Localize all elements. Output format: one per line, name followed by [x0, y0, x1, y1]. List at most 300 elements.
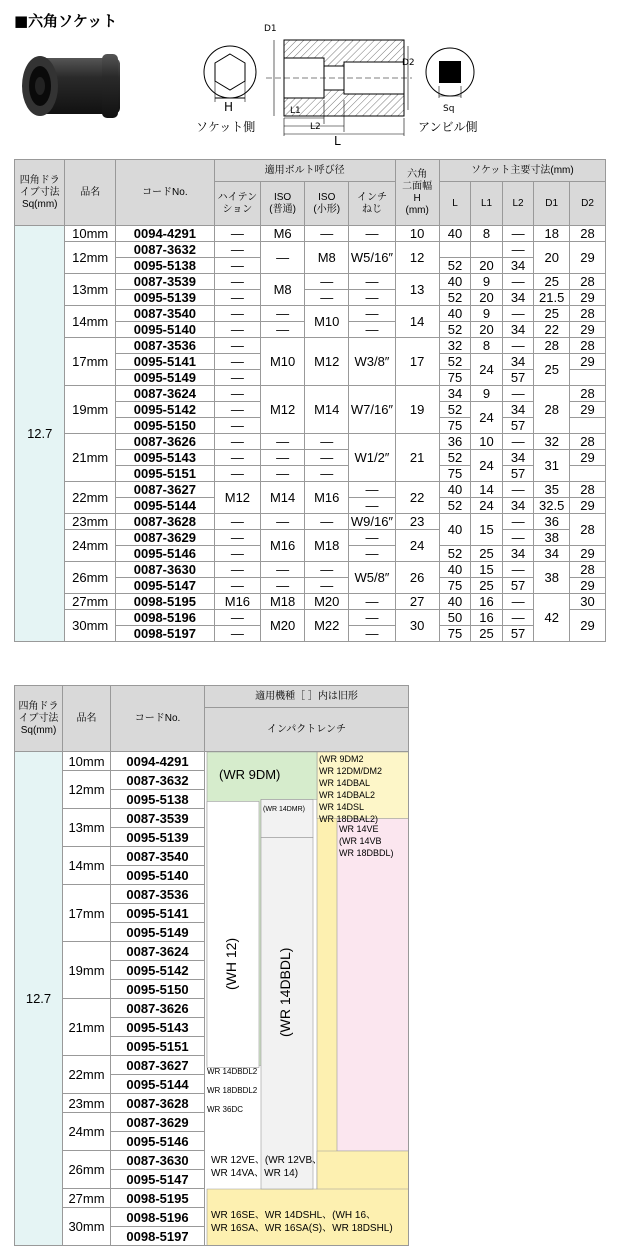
hdr-code: コードNo. — [115, 160, 214, 226]
spec-cell: 29 — [570, 242, 606, 274]
model-body — [15, 752, 409, 1246]
hdr-dims: ソケット主要寸法(mm) — [439, 160, 605, 182]
spec-cell: 38 — [534, 530, 570, 546]
spec-cell: — — [502, 242, 534, 258]
spec-cell: 0095-5144 — [115, 498, 214, 514]
spec-cell: — — [214, 450, 260, 466]
hdr2-impact: インパクトレンチ — [205, 708, 409, 752]
code-cell: 0087-3624 — [111, 942, 205, 961]
spec-cell: 0098-5196 — [115, 610, 214, 626]
spec-cell: 50 — [439, 610, 471, 626]
spec-cell: 57 — [502, 418, 534, 434]
spec-cell: — — [349, 530, 395, 546]
header — [0, 0, 620, 155]
spec-cell: 14 — [395, 306, 439, 338]
spec-cell: 13mm — [65, 274, 115, 306]
code-cell: 0098-5197 — [111, 1227, 205, 1246]
spec-cell: 0095-5138 — [115, 258, 214, 274]
size-cell: 22mm — [63, 1056, 111, 1094]
spec-cell: 0087-3536 — [115, 338, 214, 354]
spec-cell: 35 — [534, 482, 570, 498]
spec-cell: — — [261, 514, 305, 530]
model-wr14dmr: (WR 14DMR) — [263, 806, 305, 814]
spec-cell: 30 — [395, 610, 439, 642]
code-cell: 0095-5142 — [111, 961, 205, 980]
spec-cell: — — [349, 546, 395, 562]
spec-cell: 21.5 — [534, 290, 570, 306]
spec-cell: — — [349, 594, 395, 610]
socket-spec-body — [15, 226, 606, 642]
spec-cell: 25 — [471, 578, 503, 594]
dim-l1: L1 — [290, 106, 301, 116]
spec-cell: 31 — [534, 450, 570, 482]
spec-cell: — — [261, 306, 305, 322]
spec-cell: 28 — [534, 338, 570, 354]
spec-row — [15, 514, 606, 530]
spec-cell: — — [502, 386, 534, 402]
spec-cell: M14 — [261, 482, 305, 514]
spec-cell: 27 — [395, 594, 439, 610]
spec-cell: — — [502, 274, 534, 290]
spec-cell: — — [502, 610, 534, 626]
hdr-hex: 六角 二面幅 H (mm) — [395, 160, 439, 226]
spec-cell: 25 — [471, 546, 503, 562]
code-cell: 0098-5195 — [111, 1189, 205, 1208]
spec-row — [15, 482, 606, 498]
spec-cell: 34 — [534, 546, 570, 562]
spec-cell: W5/16″ — [349, 242, 395, 274]
anvil-side-label: アンビル側 — [418, 120, 478, 134]
spec-cell: 25 — [534, 354, 570, 386]
spec-cell: M16 — [305, 482, 349, 514]
spec-cell: 40 — [439, 274, 471, 290]
spec-cell: 30 — [570, 594, 606, 610]
spec-cell: 0095-5142 — [115, 402, 214, 418]
spec-cell: 0087-3630 — [115, 562, 214, 578]
spec-cell: — — [214, 466, 260, 482]
spec-cell: — — [305, 514, 349, 530]
spec-cell: — — [349, 626, 395, 642]
spec-cell: 0095-5150 — [115, 418, 214, 434]
spec-cell: 28 — [570, 434, 606, 450]
hdr-L1: L1 — [471, 182, 503, 226]
spec-cell: 0095-5151 — [115, 466, 214, 482]
model-list1-3: WR 14DBAL2 — [319, 790, 376, 800]
spec-cell: 29 — [570, 402, 606, 418]
code-cell: 0095-5138 — [111, 790, 205, 809]
spec-cell: 52 — [439, 258, 471, 274]
spec-cell: 28 — [570, 562, 606, 578]
spec-cell: 24 — [395, 530, 439, 562]
spec-cell: 24mm — [65, 530, 115, 562]
spec-cell: — — [502, 434, 534, 450]
sq-value: 12.7 — [15, 226, 65, 642]
spec-cell: M16 — [214, 594, 260, 610]
spec-cell: W1/2″ — [349, 434, 395, 482]
spec-cell: 19 — [395, 386, 439, 434]
spec-cell: — — [502, 338, 534, 354]
dim-l: L — [334, 134, 341, 148]
spec-cell: M22 — [305, 610, 349, 642]
spec-cell: — — [261, 242, 305, 274]
spec-cell: 20 — [534, 242, 570, 274]
spec-cell: 75 — [439, 626, 471, 642]
spec-cell: — — [214, 402, 260, 418]
spec-cell: 34 — [502, 402, 534, 418]
spec-row — [15, 386, 606, 402]
dim-h: H — [224, 100, 234, 114]
spec-cell: 0094-4291 — [115, 226, 214, 242]
spec-cell: — — [214, 434, 260, 450]
spec-cell: 24 — [471, 402, 503, 434]
spec-cell: 25 — [534, 306, 570, 322]
spec-cell: 0087-3629 — [115, 530, 214, 546]
spec-cell: 28 — [570, 306, 606, 322]
spec-cell: — — [349, 322, 395, 338]
spec-cell: 8 — [471, 226, 503, 242]
spec-cell: 10 — [395, 226, 439, 242]
spec-cell: 21 — [395, 434, 439, 482]
spec-cell: — — [349, 226, 395, 242]
hdr-D1: D1 — [534, 182, 570, 226]
spec-cell: — — [214, 274, 260, 290]
hdr-iso-n: ISO (普通) — [261, 182, 305, 226]
code-cell: 0095-5143 — [111, 1018, 205, 1037]
size-cell: 30mm — [63, 1208, 111, 1246]
model-wh12: (WH 12) — [223, 937, 239, 990]
model-list3-0: WR 14DBDL2 — [207, 1067, 258, 1077]
spec-cell: 18 — [534, 226, 570, 242]
spec-cell: — — [214, 626, 260, 642]
spec-cell: 10mm — [65, 226, 115, 242]
spec-cell: 42 — [534, 594, 570, 642]
spec-cell: W9/16″ — [349, 514, 395, 530]
spec-cell: M16 — [261, 530, 305, 562]
spec-cell: 32 — [534, 434, 570, 450]
spec-cell: — — [214, 610, 260, 626]
hdr-sq: 四角ドラ イブ寸法 Sq(mm) — [15, 160, 65, 226]
spec-cell: 28 — [570, 274, 606, 290]
spec-cell: 28 — [570, 482, 606, 498]
spec-cell: 57 — [502, 370, 534, 386]
spec-cell: 0087-3627 — [115, 482, 214, 498]
spec-cell: 14 — [471, 482, 503, 498]
spec-cell — [570, 418, 606, 434]
sq-value: 12.7 — [15, 752, 63, 1246]
spec-cell: M12 — [261, 386, 305, 434]
model-list3-2: WR 36DC — [207, 1105, 244, 1115]
spec-cell: — — [502, 482, 534, 498]
spec-cell: 29 — [570, 578, 606, 594]
model-list4-0: WR 12VE、(WR 12VB、 — [211, 1154, 323, 1166]
spec-cell: — — [214, 530, 260, 546]
spec-cell: 20 — [471, 290, 503, 306]
spec-cell: 0095-5140 — [115, 322, 214, 338]
spec-cell: 40 — [439, 594, 471, 610]
spec-cell — [471, 242, 503, 258]
spec-cell: — — [502, 514, 534, 530]
spec-cell: 34 — [502, 322, 534, 338]
spec-cell: M18 — [305, 530, 349, 562]
spec-cell: — — [214, 578, 260, 594]
spec-cell: 52 — [439, 354, 471, 370]
code-cell: 0087-3539 — [111, 809, 205, 828]
spec-cell: 8 — [471, 338, 503, 354]
spec-cell: — — [305, 578, 349, 594]
code-cell: 0095-5144 — [111, 1075, 205, 1094]
size-cell: 14mm — [63, 847, 111, 885]
spec-cell: — — [214, 546, 260, 562]
spec-cell: 32.5 — [534, 498, 570, 514]
spec-cell: 28 — [534, 386, 570, 434]
spec-cell: 57 — [502, 466, 534, 482]
spec-row — [15, 274, 606, 290]
spec-cell: — — [349, 274, 395, 290]
socket-photo — [18, 48, 130, 128]
spec-cell: — — [502, 226, 534, 242]
model-list1-1: WR 12DM/DM2 — [319, 766, 383, 776]
spec-cell: 22 — [395, 482, 439, 514]
spec-cell: 0098-5197 — [115, 626, 214, 642]
spec-cell: 75 — [439, 466, 471, 482]
spec-cell: 12mm — [65, 242, 115, 274]
code-cell: 0087-3632 — [111, 771, 205, 790]
spec-cell: 20 — [471, 322, 503, 338]
spec-cell: 17mm — [65, 338, 115, 386]
spec-cell: — — [214, 514, 260, 530]
model-row — [15, 752, 409, 771]
code-cell: 0094-4291 — [111, 752, 205, 771]
spec-cell: — — [305, 466, 349, 482]
hdr2-sq: 四角ドラ イブ寸法 Sq(mm) — [15, 686, 63, 752]
spec-cell: — — [214, 242, 260, 258]
spec-row — [15, 610, 606, 626]
spec-cell: 28 — [570, 514, 606, 546]
spec-cell: — — [261, 322, 305, 338]
code-cell: 0087-3630 — [111, 1151, 205, 1170]
hdr-iso-s: ISO (小形) — [305, 182, 349, 226]
hdr-D2: D2 — [570, 182, 606, 226]
spec-cell: M14 — [305, 386, 349, 434]
spec-cell: 34 — [502, 450, 534, 466]
spec-cell: M20 — [261, 610, 305, 642]
spec-cell: 75 — [439, 418, 471, 434]
spec-cell: 36 — [439, 434, 471, 450]
spec-cell: 14mm — [65, 306, 115, 338]
socket-side-label: ソケット側 — [196, 120, 256, 134]
spec-cell: M18 — [261, 594, 305, 610]
code-cell: 0098-5196 — [111, 1208, 205, 1227]
spec-cell: M12 — [305, 338, 349, 386]
spec-cell: — — [349, 306, 395, 322]
spec-cell: 24 — [471, 498, 503, 514]
code-cell: 0095-5146 — [111, 1132, 205, 1151]
spec-cell: 23mm — [65, 514, 115, 530]
spec-cell: 36 — [534, 514, 570, 530]
spec-cell — [439, 242, 471, 258]
spec-cell: — — [214, 226, 260, 242]
page-title: ■六角ソケット — [14, 12, 118, 30]
size-cell: 21mm — [63, 999, 111, 1056]
spec-cell: 24 — [471, 354, 503, 386]
model-list1-4: WR 14DSL — [319, 802, 365, 812]
hdr-name: 品名 — [65, 160, 115, 226]
spec-row — [15, 242, 606, 258]
spec-cell: M8 — [305, 242, 349, 274]
band-wh12 — [207, 801, 259, 1067]
spec-cell: 16 — [471, 594, 503, 610]
model-list2-2: WR 18DBDL) — [339, 848, 394, 859]
spec-cell: — — [261, 434, 305, 450]
spec-cell: 57 — [502, 578, 534, 594]
spec-cell: 9 — [471, 274, 503, 290]
spec-cell: — — [214, 338, 260, 354]
spec-cell: — — [214, 290, 260, 306]
model-list2-1: (WR 14VB — [339, 836, 382, 847]
socket-section-view — [262, 18, 414, 138]
spec-cell: — — [502, 562, 534, 578]
spec-cell: 40 — [439, 306, 471, 322]
spec-cell: 34 — [439, 386, 471, 402]
spec-cell: — — [502, 306, 534, 322]
model-list1-2: WR 14DBAL — [319, 778, 371, 788]
spec-cell: — — [214, 258, 260, 274]
spec-cell: 23 — [395, 514, 439, 530]
code-cell: 0095-5150 — [111, 980, 205, 999]
spec-cell: — — [502, 594, 534, 610]
spec-cell: 28 — [570, 226, 606, 242]
spec-row — [15, 338, 606, 354]
spec-cell: — — [214, 386, 260, 402]
code-cell: 0087-3628 — [111, 1094, 205, 1113]
dim-sq: Sq — [443, 104, 455, 114]
spec-cell: 26mm — [65, 562, 115, 594]
spec-cell: 0087-3624 — [115, 386, 214, 402]
size-cell: 23mm — [63, 1094, 111, 1113]
spec-row — [15, 226, 606, 242]
spec-cell: 10 — [471, 434, 503, 450]
spec-cell: 0087-3626 — [115, 434, 214, 450]
size-cell: 10mm — [63, 752, 111, 771]
spec-cell: 34 — [502, 290, 534, 306]
code-cell: 0095-5151 — [111, 1037, 205, 1056]
spec-cell: 30mm — [65, 610, 115, 642]
dim-d1: D1 — [264, 24, 277, 34]
spec-cell: 32 — [439, 338, 471, 354]
spec-cell: — — [261, 562, 305, 578]
code-cell: 0087-3629 — [111, 1113, 205, 1132]
spec-cell: 26 — [395, 562, 439, 594]
band-pink — [337, 819, 409, 1152]
spec-cell: — — [305, 450, 349, 466]
spec-cell — [570, 370, 606, 386]
model-list4-1: WR 14VA、WR 14) — [211, 1167, 299, 1179]
dim-d2: D2 — [402, 58, 415, 68]
size-cell: 24mm — [63, 1113, 111, 1151]
code-cell: 0087-3626 — [111, 999, 205, 1018]
code-cell: 0095-5149 — [111, 923, 205, 942]
code-cell: 0087-3536 — [111, 885, 205, 904]
spec-cell: — — [214, 354, 260, 370]
size-cell: 19mm — [63, 942, 111, 999]
spec-cell: M6 — [261, 226, 305, 242]
model-wr9dm: (WR 9DM) — [219, 767, 281, 783]
hdr-bolt: 適用ボルト呼び径 — [214, 160, 395, 182]
hdr2-model: 適用機種［ ］内は旧形 — [205, 686, 409, 708]
size-cell: 26mm — [63, 1151, 111, 1189]
spec-cell: 15 — [471, 562, 503, 578]
spec-cell: 29 — [570, 290, 606, 306]
spec-cell: W3/8″ — [349, 338, 395, 386]
hdr2-name: 品名 — [63, 686, 111, 752]
spec-cell — [570, 466, 606, 482]
spec-cell: 0087-3540 — [115, 306, 214, 322]
spec-cell: — — [349, 290, 395, 306]
spec-cell: — — [305, 434, 349, 450]
model-table — [14, 685, 409, 1246]
spec-cell: 21mm — [65, 434, 115, 482]
spec-cell: 0087-3632 — [115, 242, 214, 258]
hdr-hiten: ハイテン ション — [214, 182, 260, 226]
size-cell: 13mm — [63, 809, 111, 847]
spec-cell: 17 — [395, 338, 439, 386]
spec-row — [15, 594, 606, 610]
hdr-inch: インチ ねじ — [349, 182, 395, 226]
spec-cell: M8 — [261, 274, 305, 306]
model-list1-5: WR 18DBAL2) — [319, 814, 379, 824]
code-cell: 0095-5139 — [111, 828, 205, 847]
spec-cell: — — [305, 290, 349, 306]
spec-cell: 0098-5195 — [115, 594, 214, 610]
spec-cell: 29 — [570, 610, 606, 642]
spec-cell: 25 — [471, 626, 503, 642]
spec-cell: — — [214, 306, 260, 322]
model-wr14dbdl: (WR 14DBDL) — [277, 947, 293, 1037]
spec-cell: 29 — [570, 450, 606, 466]
spec-cell: 40 — [439, 226, 471, 242]
spec-row — [15, 530, 606, 546]
spec-cell: 52 — [439, 290, 471, 306]
spec-cell: — — [214, 370, 260, 386]
spec-cell: — — [261, 450, 305, 466]
spec-cell: 40 — [439, 482, 471, 498]
spec-cell: 52 — [439, 498, 471, 514]
spec-cell: 0095-5146 — [115, 546, 214, 562]
spec-cell: — — [214, 418, 260, 434]
spec-cell: 34 — [502, 354, 534, 370]
spec-cell: 52 — [439, 450, 471, 466]
spec-cell: 0095-5149 — [115, 370, 214, 386]
spec-row — [15, 306, 606, 322]
spec-cell: — — [214, 322, 260, 338]
spec-cell: 75 — [439, 578, 471, 594]
model-area — [205, 752, 409, 1246]
spec-cell: W5/8″ — [349, 562, 395, 594]
spec-cell: — — [305, 274, 349, 290]
spec-cell: 24 — [471, 450, 503, 482]
spec-cell: W7/16″ — [349, 386, 395, 434]
spec-cell: M10 — [305, 306, 349, 338]
spec-cell: 0095-5141 — [115, 354, 214, 370]
spec-cell: 52 — [439, 402, 471, 418]
spec-cell: 28 — [570, 386, 606, 402]
spec-cell: 19mm — [65, 386, 115, 434]
spec-cell: 0095-5143 — [115, 450, 214, 466]
spec-cell: 52 — [439, 546, 471, 562]
spec-cell: M12 — [214, 482, 260, 514]
spec-cell: — — [261, 466, 305, 482]
size-cell: 12mm — [63, 771, 111, 809]
